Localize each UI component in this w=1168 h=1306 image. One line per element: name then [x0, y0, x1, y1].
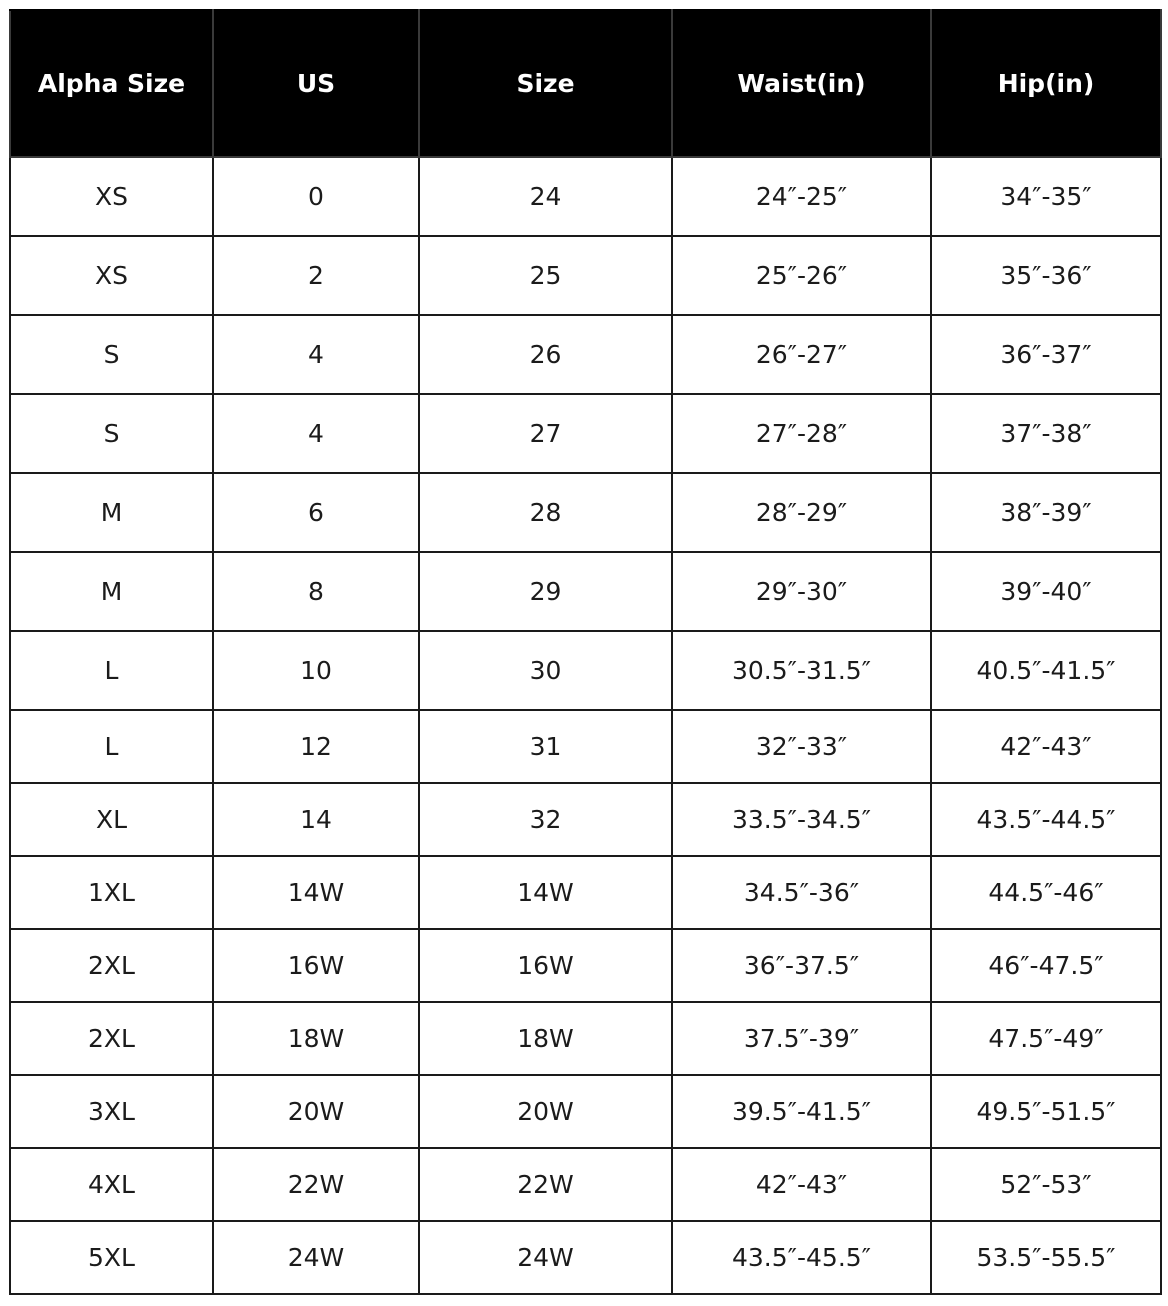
column-header-alpha-size: Alpha Size — [10, 10, 213, 157]
us-size-cell: 10 — [213, 631, 419, 710]
hip-cell: 47.5″-49″ — [931, 1002, 1161, 1075]
column-header-hip: Hip(in) — [931, 10, 1161, 157]
size-cell: 24W — [419, 1221, 672, 1294]
waist-cell: 36″-37.5″ — [672, 929, 931, 1002]
size-cell: 16W — [419, 929, 672, 1002]
hip-cell: 40.5″-41.5″ — [931, 631, 1161, 710]
table-row — [10, 710, 1161, 783]
size-cell: 32 — [419, 783, 672, 856]
table-row — [10, 552, 1161, 631]
us-size-cell: 6 — [213, 473, 419, 552]
hip-cell: 39″-40″ — [931, 552, 1161, 631]
size-cell: 28 — [419, 473, 672, 552]
hip-cell: 42″-43″ — [931, 710, 1161, 783]
waist-cell: 25″-26″ — [672, 236, 931, 315]
us-size-cell: 14W — [213, 856, 419, 929]
size-cell: 20W — [419, 1075, 672, 1148]
alpha-size-cell: M — [10, 473, 213, 552]
hip-cell: 36″-37″ — [931, 315, 1161, 394]
hip-cell: 43.5″-44.5″ — [931, 783, 1161, 856]
size-cell: 25 — [419, 236, 672, 315]
waist-cell: 34.5″-36″ — [672, 856, 931, 929]
us-size-cell: 8 — [213, 552, 419, 631]
table-row — [10, 1221, 1161, 1294]
table-row — [10, 1002, 1161, 1075]
table-row — [10, 631, 1161, 710]
us-size-cell: 4 — [213, 394, 419, 473]
us-size-cell: 2 — [213, 236, 419, 315]
size-cell: 14W — [419, 856, 672, 929]
table-row — [10, 1148, 1161, 1221]
table-body — [10, 157, 1161, 1294]
waist-cell: 42″-43″ — [672, 1148, 931, 1221]
table-row — [10, 856, 1161, 929]
alpha-size-cell: XS — [10, 157, 213, 236]
size-cell: 22W — [419, 1148, 672, 1221]
table-row — [10, 157, 1161, 236]
waist-cell: 30.5″-31.5″ — [672, 631, 931, 710]
waist-cell: 33.5″-34.5″ — [672, 783, 931, 856]
us-size-cell: 16W — [213, 929, 419, 1002]
us-size-cell: 0 — [213, 157, 419, 236]
size-cell: 31 — [419, 710, 672, 783]
us-size-cell: 20W — [213, 1075, 419, 1148]
size-cell: 24 — [419, 157, 672, 236]
table-row — [10, 783, 1161, 856]
alpha-size-cell: S — [10, 315, 213, 394]
size-cell: 27 — [419, 394, 672, 473]
alpha-size-cell: L — [10, 631, 213, 710]
size-cell: 26 — [419, 315, 672, 394]
us-size-cell: 12 — [213, 710, 419, 783]
table-row — [10, 473, 1161, 552]
alpha-size-cell: S — [10, 394, 213, 473]
us-size-cell: 24W — [213, 1221, 419, 1294]
table-row — [10, 236, 1161, 315]
size-chart-table — [9, 9, 1162, 1295]
column-header-size: Size — [419, 10, 672, 157]
table-row — [10, 1075, 1161, 1148]
waist-cell: 29″-30″ — [672, 552, 931, 631]
table-header-row — [10, 10, 1161, 157]
alpha-size-cell: 5XL — [10, 1221, 213, 1294]
alpha-size-cell: 3XL — [10, 1075, 213, 1148]
us-size-cell: 14 — [213, 783, 419, 856]
alpha-size-cell: L — [10, 710, 213, 783]
size-cell: 18W — [419, 1002, 672, 1075]
alpha-size-cell: 4XL — [10, 1148, 213, 1221]
hip-cell: 35″-36″ — [931, 236, 1161, 315]
us-size-cell: 18W — [213, 1002, 419, 1075]
hip-cell: 38″-39″ — [931, 473, 1161, 552]
waist-cell: 27″-28″ — [672, 394, 931, 473]
hip-cell: 37″-38″ — [931, 394, 1161, 473]
hip-cell: 52″-53″ — [931, 1148, 1161, 1221]
column-header-waist: Waist(in) — [672, 10, 931, 157]
size-cell: 30 — [419, 631, 672, 710]
waist-cell: 28″-29″ — [672, 473, 931, 552]
hip-cell: 46″-47.5″ — [931, 929, 1161, 1002]
hip-cell: 53.5″-55.5″ — [931, 1221, 1161, 1294]
table-row — [10, 394, 1161, 473]
alpha-size-cell: XL — [10, 783, 213, 856]
waist-cell: 26″-27″ — [672, 315, 931, 394]
waist-cell: 24″-25″ — [672, 157, 931, 236]
waist-cell: 37.5″-39″ — [672, 1002, 931, 1075]
waist-cell: 43.5″-45.5″ — [672, 1221, 931, 1294]
us-size-cell: 4 — [213, 315, 419, 394]
table-row — [10, 929, 1161, 1002]
hip-cell: 49.5″-51.5″ — [931, 1075, 1161, 1148]
alpha-size-cell: 2XL — [10, 929, 213, 1002]
alpha-size-cell: 2XL — [10, 1002, 213, 1075]
alpha-size-cell: 1XL — [10, 856, 213, 929]
size-cell: 29 — [419, 552, 672, 631]
us-size-cell: 22W — [213, 1148, 419, 1221]
alpha-size-cell: M — [10, 552, 213, 631]
hip-cell: 34″-35″ — [931, 157, 1161, 236]
waist-cell: 39.5″-41.5″ — [672, 1075, 931, 1148]
alpha-size-cell: XS — [10, 236, 213, 315]
column-header-us: US — [213, 10, 419, 157]
waist-cell: 32″-33″ — [672, 710, 931, 783]
table-row — [10, 315, 1161, 394]
hip-cell: 44.5″-46″ — [931, 856, 1161, 929]
